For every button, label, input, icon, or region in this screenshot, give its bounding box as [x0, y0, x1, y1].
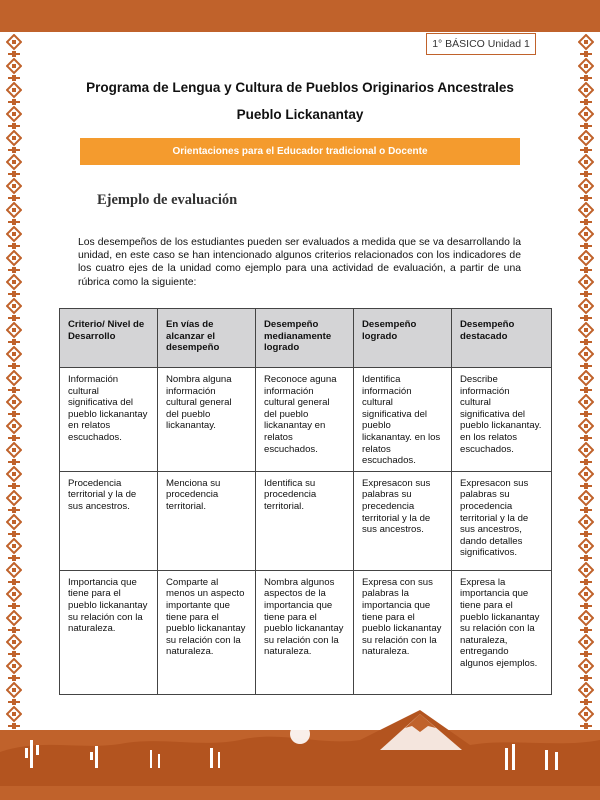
table-cell: Identifica información cultural significativa del pueblo lickanantay. en los relatos escuchados.	[354, 368, 452, 472]
table-cell: Expresa con sus palabras la importancia que tiene para el pueblo lickanantay su relación con la naturaleza.	[354, 570, 452, 694]
table-cell: Expresacon sus palabras su precedencia territorial y la de sus ancestros.	[354, 471, 452, 570]
table-cell: Reconoce aguna información cultural general del pueblo lickanantay en relatos escuchados.	[256, 368, 354, 472]
unit-label: 1° BÁSICO Unidad 1	[426, 33, 536, 55]
table-cell: Nombra alguna información cultural general del pueblo lickanantay.	[158, 368, 256, 472]
evaluation-rubric-table	[59, 308, 552, 695]
landscape-footer-illustration	[0, 690, 600, 800]
header-cell: Desempeño logrado	[354, 309, 452, 368]
table-cell: Nombra algunos aspectos de la importancia que tiene para el pueblo lickanantay su relación con la naturaleza.	[256, 570, 354, 694]
document-title: Programa de Lengua y Cultura de Pueblos Originarios Ancestrales	[86, 80, 514, 95]
top-color-band	[0, 0, 600, 32]
table-row	[60, 570, 552, 694]
section-heading: Ejemplo de evaluación	[97, 192, 238, 208]
table-row	[60, 368, 552, 472]
header-cell: Desempeño medianamente logrado	[256, 309, 354, 368]
intro-paragraph: Los desempeños de los estudiantes pueden ser evaluados a medida que se va desarrollando la unidad, en este caso se han intencionado algunos criterios relacionados con los indicadores de los cuatro ejes de la unidad como ejemplo para una actividad de evaluación, a partir de una rúbrica como la siguiente:	[78, 237, 521, 288]
table-header-row	[60, 309, 552, 368]
left-decorative-border	[6, 34, 22, 734]
header-cell: Criterio/ Nivel de Desarrollo	[60, 309, 158, 368]
table-row	[60, 471, 552, 570]
table-cell: Importancia que tiene para el pueblo lickanantay su relación con la naturaleza.	[60, 570, 158, 694]
table-cell: Expresa la importancia que tiene para el pueblo lickanantay su relación con la naturaleza, entregando algunos ejemplos.	[452, 570, 552, 694]
right-decorative-border	[578, 34, 594, 734]
document-subtitle: Pueblo Lickanantay	[236, 107, 364, 122]
header-cell: Desempeño destacado	[452, 309, 552, 368]
table-cell: Menciona su procedencia territorial.	[158, 471, 256, 570]
table-cell: Expresacon sus palabras su procedencia territorial y la de sus ancestros, dando detalles significativos.	[452, 471, 552, 570]
table-cell: Procedencia territorial y la de sus ancestros.	[60, 471, 158, 570]
table-cell: Información cultural significativa del pueblo lickanantay en relatos escuchados.	[60, 368, 158, 472]
guidance-banner: Orientaciones para el Educador tradicional o Docente	[80, 138, 520, 165]
table-cell: Describe información cultural significativa del pueblo lickanantay. en los relatos escuchados.	[452, 368, 552, 472]
header-cell: En vías de alcanzar el desempeño	[158, 309, 256, 368]
table-cell: Comparte al menos un aspecto importante que tiene para el pueblo lickanantay su relación con la naturaleza.	[158, 570, 256, 694]
table-cell: Identifica su procedencia territorial.	[256, 471, 354, 570]
